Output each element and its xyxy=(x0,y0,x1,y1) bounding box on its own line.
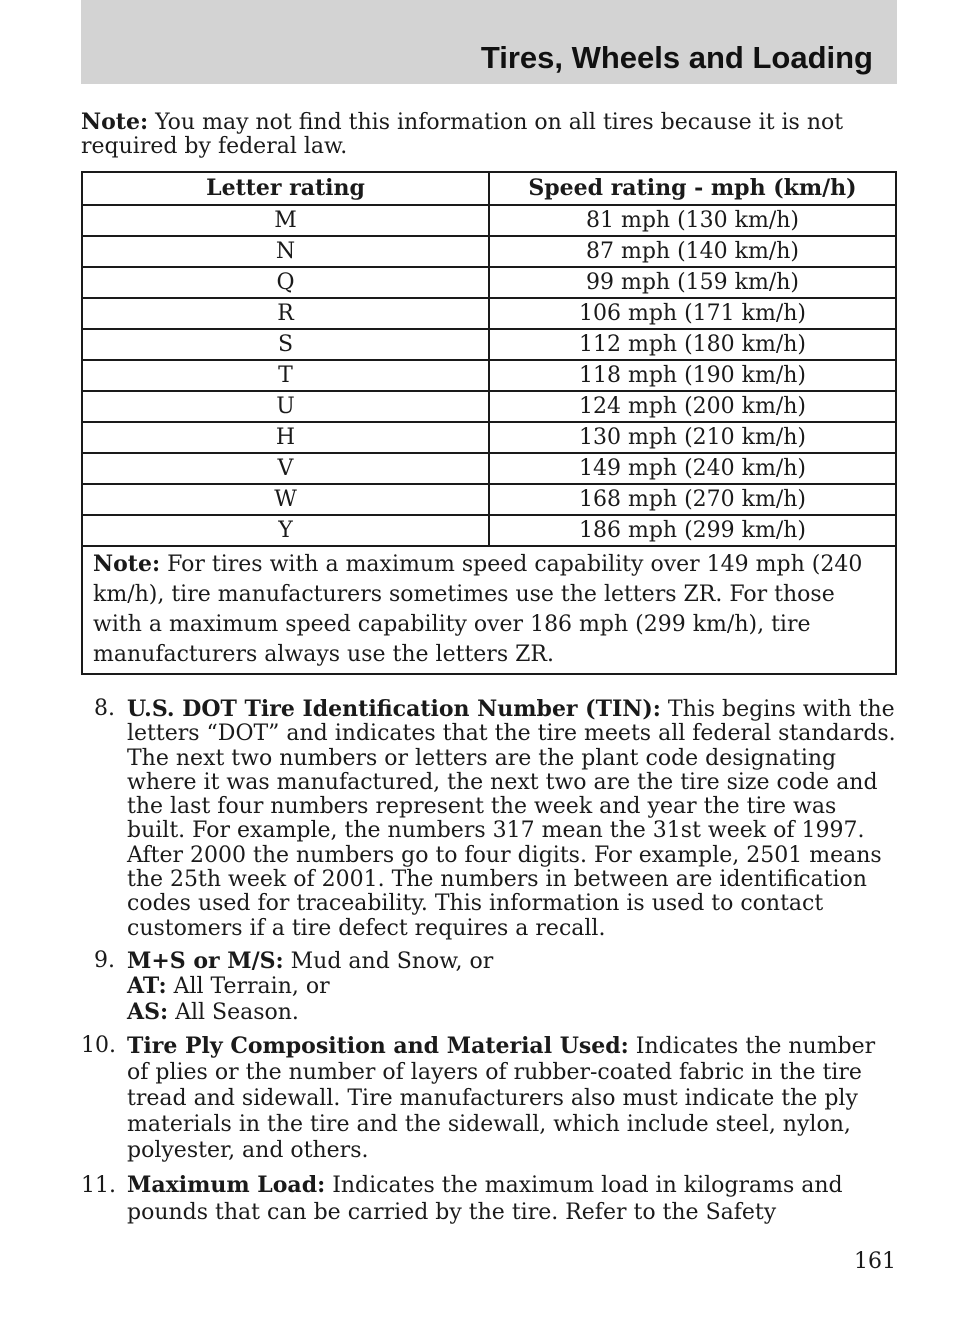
numbered-list xyxy=(81,697,897,1226)
item-title: AS: xyxy=(127,998,169,1025)
column-header-letter-rating: Letter rating xyxy=(82,172,489,205)
table-note-cell xyxy=(82,546,896,674)
table-row xyxy=(82,360,896,391)
speed-cell: 168 mph (270 km/h) xyxy=(489,484,896,515)
table-row xyxy=(82,298,896,329)
item-title: U.S. DOT Tire Identification Number (TIN): xyxy=(127,696,661,722)
item-title: Maximum Load: xyxy=(127,1171,326,1198)
item-text: All Season. xyxy=(168,999,299,1025)
list-item-8 xyxy=(81,697,897,941)
letter-cell: M xyxy=(82,205,489,236)
note-paragraph xyxy=(81,110,881,159)
letter-cell: Y xyxy=(82,515,489,546)
item-text: This begins with the letters “DOT” and indicates that the tire meets all federal standards. The next two numbers or letters are the plant code designating where it was manufactured, the next two are the tire size code and the last four numbers represent the week and year the tire was built. For example, the numbers 317 mean the 31st week of 1997. After 2000 the numbers go to four digits. For example, 2501 means the 25th week of 2001. The numbers in between are identification codes used for traceability. This information is used to contact customers if a tire defect requires a recall. xyxy=(127,697,896,941)
item-number: 10. xyxy=(81,1032,116,1058)
letter-cell: U xyxy=(82,391,489,422)
table-note-label: Note: xyxy=(93,551,161,577)
speed-rating-table xyxy=(81,171,897,675)
item-number: 11. xyxy=(81,1172,116,1198)
speed-cell: 149 mph (240 km/h) xyxy=(489,453,896,484)
item-title: AT: xyxy=(127,973,167,1000)
table-row xyxy=(82,329,896,360)
table-row xyxy=(82,205,896,236)
speed-cell: 106 mph (171 km/h) xyxy=(489,298,896,329)
column-header-speed-rating: Speed rating - mph (km/h) xyxy=(489,172,896,205)
speed-cell: 186 mph (299 km/h) xyxy=(489,515,896,546)
speed-cell: 112 mph (180 km/h) xyxy=(489,329,896,360)
item-title: Tire Ply Composition and Material Used: xyxy=(127,1032,629,1059)
letter-cell: H xyxy=(82,422,489,453)
table-row xyxy=(82,422,896,453)
letter-cell: Q xyxy=(82,267,489,298)
list-item-10 xyxy=(81,1033,897,1164)
list-item-9 xyxy=(81,949,897,1025)
speed-cell: 130 mph (210 km/h) xyxy=(489,422,896,453)
letter-cell: T xyxy=(82,360,489,391)
letter-cell: R xyxy=(82,298,489,329)
page-number: 161 xyxy=(854,1249,896,1274)
speed-cell: 118 mph (190 km/h) xyxy=(489,360,896,391)
item-line xyxy=(127,1000,897,1025)
letter-cell: S xyxy=(82,329,489,360)
item-number: 9. xyxy=(94,947,115,973)
item-line xyxy=(127,949,897,974)
letter-cell: N xyxy=(82,236,489,267)
item-line xyxy=(127,974,897,999)
table-header-row xyxy=(82,172,896,205)
table-row xyxy=(82,453,896,484)
letter-cell: V xyxy=(82,453,489,484)
table-note-text: For tires with a maximum speed capability over 149 mph (240 km/h), tire manufacturers sometimes use the letters ZR. For those with a maximum speed capability over 186 mph (299 km/h), tire manufacturers always use the letters ZR. xyxy=(93,552,863,667)
table-row xyxy=(82,484,896,515)
table-row xyxy=(82,391,896,422)
table-row xyxy=(82,267,896,298)
speed-cell: 124 mph (200 km/h) xyxy=(489,391,896,422)
speed-cell: 87 mph (140 km/h) xyxy=(489,236,896,267)
table-body xyxy=(82,205,896,674)
letter-cell: W xyxy=(82,484,489,515)
speed-cell: 81 mph (130 km/h) xyxy=(489,205,896,236)
item-text: All Terrain, or xyxy=(166,974,330,1000)
table-note-row xyxy=(82,546,896,674)
item-text: Indicates the maximum load in kilograms and pounds that can be carried by the tire. Refer to the Safety xyxy=(127,1172,843,1225)
item-text: Mud and Snow, or xyxy=(283,948,494,974)
note-label: Note: xyxy=(81,109,149,135)
item-number: 8. xyxy=(94,696,115,721)
note-text: You may not find this information on all tires because it is not required by federal law. xyxy=(81,110,844,159)
item-title: M+S or M/S: xyxy=(127,947,284,974)
table-row xyxy=(82,515,896,546)
page-header xyxy=(81,0,897,84)
list-item-11 xyxy=(81,1172,897,1226)
table-row xyxy=(82,236,896,267)
speed-cell: 99 mph (159 km/h) xyxy=(489,267,896,298)
item-text: Indicates the number of plies or the number of layers of rubber-coated fabric in the tire tread and sidewall. Tire manufacturers also must indicate the ply materials in the tire and the sidewall, which include steel, nylon, polyester, and others. xyxy=(127,1033,876,1163)
page-title: Tires, Wheels and Loading xyxy=(480,40,873,75)
